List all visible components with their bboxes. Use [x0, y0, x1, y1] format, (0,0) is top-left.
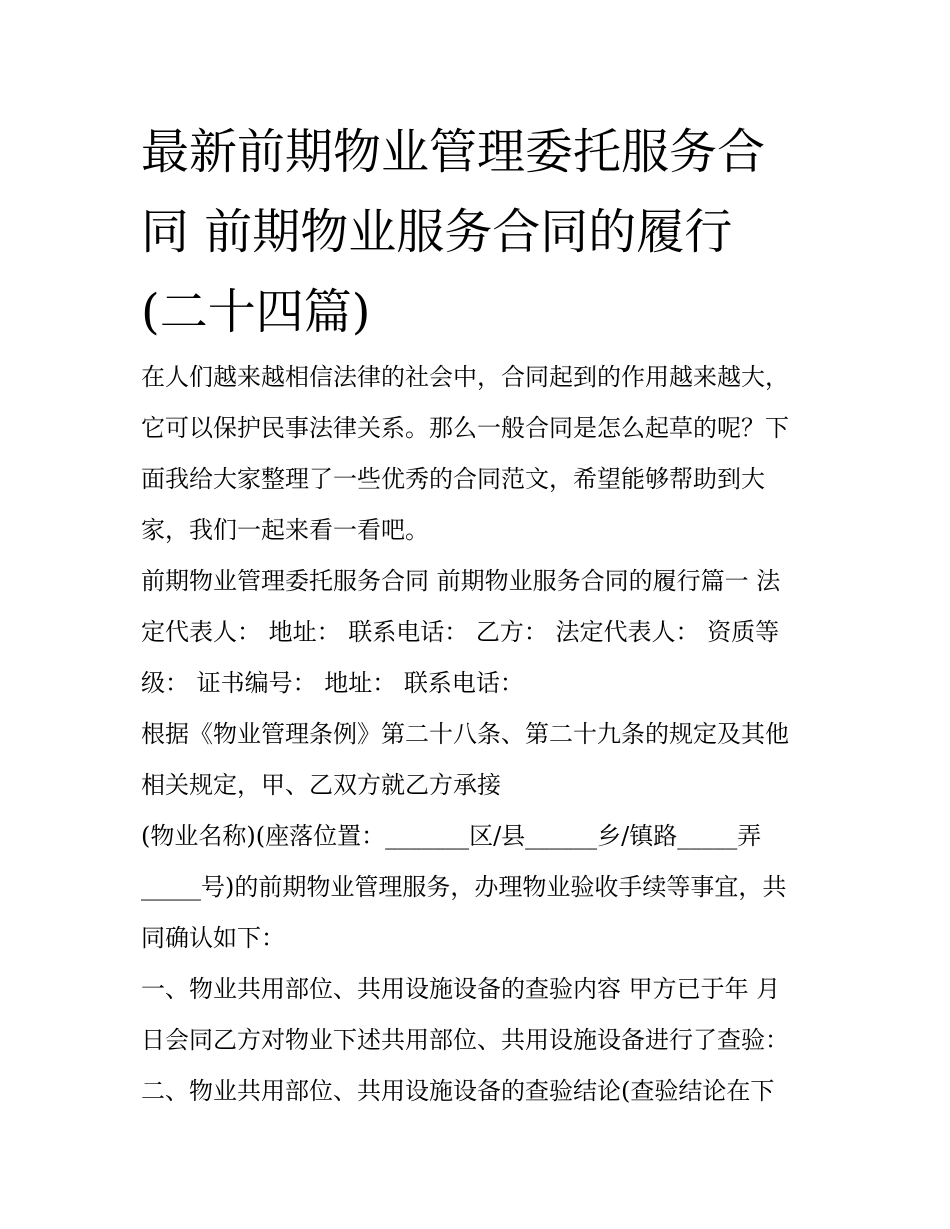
- body-line: 一、物业共用部位、共用设施设备的查验内容 甲方已于年 月: [141, 975, 781, 1003]
- body-line: 它可以保护民事法律关系。那么一般合同是怎么起草的呢？下: [141, 414, 789, 442]
- body-line: _____号)的前期物业管理服务，办理物业验收手续等事宜，共: [141, 873, 787, 901]
- body-line: 定代表人： 地址： 联系电话： 乙方： 法定代表人： 资质等: [141, 618, 780, 646]
- title-line-2: 同 前期物业服务合同的履行: [141, 204, 733, 260]
- body-line: 根据《物业管理条例》第二十八条、第二十九条的规定及其他: [141, 720, 789, 748]
- body-line: 相关规定，甲、乙双方就乙方承接: [141, 771, 501, 799]
- body-line: 家，我们一起来看一看吧。: [141, 516, 429, 544]
- body-line: 级： 证书编号： 地址： 联系电话：: [141, 669, 524, 697]
- title-line-1: 最新前期物业管理委托服务合: [141, 124, 766, 180]
- body-line: 同确认如下：: [141, 924, 285, 952]
- body-line: 在人们越来越相信法律的社会中，合同起到的作用越来越大，: [141, 363, 789, 391]
- body-line: 日会同乙方对物业下述共用部位、共用设施设备进行了查验：: [141, 1026, 789, 1054]
- title-line-3: (二十四篇): [141, 284, 371, 340]
- body-line: (物业名称)(座落位置：_______区/县______乡/镇路_____弄: [141, 822, 762, 850]
- body-line: 前期物业管理委托服务合同 前期物业服务合同的履行篇一 法: [141, 567, 781, 595]
- body-line: 面我给大家整理了一些优秀的合同范文，希望能够帮助到大: [141, 465, 765, 493]
- document-title: [141, 112, 821, 352]
- document-body: [141, 352, 821, 1117]
- body-line: 二、物业共用部位、共用设施设备的查验结论(查验结论在下: [141, 1077, 775, 1105]
